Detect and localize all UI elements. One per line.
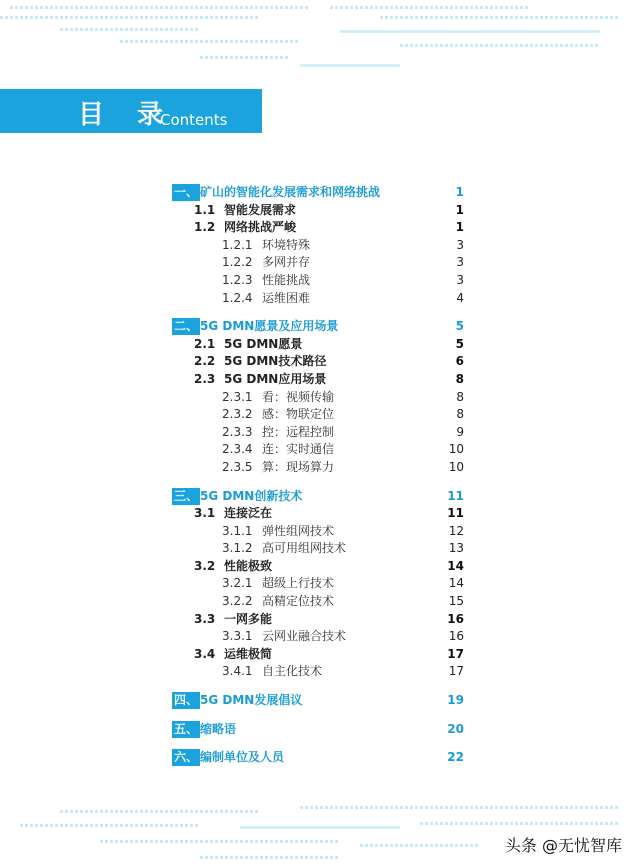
toc-number: 3.1 (194, 506, 216, 521)
toc-number: 3.2.1 (222, 576, 253, 591)
toc-subsection[interactable] (172, 424, 464, 442)
toc-number: 2.3.5 (222, 459, 253, 474)
toc-section[interactable] (172, 611, 464, 629)
toc-number: 五、 (174, 721, 199, 736)
toc-page-number: 19 (447, 693, 464, 708)
toc-title: 5G DMN愿景 (224, 336, 303, 351)
toc-number: 1.2.1 (222, 237, 253, 252)
toc-title: 算：现场算力 (262, 459, 335, 474)
toc-page-number: 1 (455, 220, 464, 235)
toc-subsection[interactable] (172, 441, 464, 459)
toc-section[interactable] (172, 353, 464, 371)
toc-title: 高可用组网技术 (262, 541, 347, 556)
toc-title: 连：实时通信 (262, 442, 335, 457)
toc-subsection[interactable] (172, 663, 464, 681)
toc-title: 5G DMN应用场景 (224, 371, 327, 386)
toc-subsection[interactable] (172, 628, 464, 646)
toc-title: 5G DMN技术路径 (224, 354, 327, 369)
toc-subsection[interactable] (172, 540, 464, 558)
toc-page-number: 8 (456, 389, 464, 404)
toc-number: 2.1 (194, 336, 216, 351)
toc-page-number: 17 (448, 664, 464, 679)
toc-section[interactable] (172, 219, 464, 237)
header-decoration (0, 0, 640, 80)
footer-decoration (0, 796, 640, 868)
toc-spacer (172, 738, 464, 749)
toc-number: 六、 (174, 750, 199, 765)
toc-title: 运维困难 (262, 290, 311, 305)
toc-number: 3.1.2 (222, 541, 253, 556)
toc-subsection[interactable] (172, 389, 464, 407)
toc-number: 1.2 (194, 220, 216, 235)
toc-number: 2.3.3 (222, 424, 253, 439)
toc-section[interactable] (172, 558, 464, 576)
toc-chapter[interactable] (172, 488, 464, 506)
toc-chapter[interactable] (172, 749, 464, 767)
toc-title: 性能挑战 (262, 272, 311, 287)
toc-page-number: 8 (456, 407, 464, 422)
toc-title: 5G DMN发展倡议 (200, 693, 303, 708)
toc-subsection[interactable] (172, 523, 464, 541)
toc-subsection[interactable] (172, 272, 464, 290)
toc-chapter-heading (172, 721, 240, 738)
toc-chapter-heading (172, 488, 306, 505)
toc-number: 3.3.1 (222, 629, 253, 644)
toc-title: 连接泛在 (224, 506, 273, 521)
toc-title: 编制单位及人员 (200, 750, 285, 765)
toc-page-number: 1 (455, 202, 464, 217)
toc-title: 弹性组网技术 (262, 523, 335, 538)
toc-page-number: 1 (455, 185, 464, 199)
toc-chapter-heading (172, 692, 306, 709)
toc-page-number: 3 (456, 237, 464, 252)
toc-page-number: 5 (455, 336, 464, 351)
toc-number: 一、 (174, 185, 199, 199)
toc-number: 二、 (174, 319, 199, 334)
toc-title: 运维极简 (224, 646, 273, 661)
toc-page-number: 15 (448, 594, 464, 609)
toc-subsection[interactable] (172, 593, 464, 611)
toc-number: 3.3 (194, 611, 216, 626)
toc-section[interactable] (172, 202, 464, 220)
toc-number: 四、 (174, 693, 199, 708)
toc-number: 三、 (174, 488, 199, 503)
toc-page-number: 16 (447, 611, 464, 626)
toc-title: 智能发展需求 (224, 202, 297, 217)
toc-number: 3.4 (194, 646, 216, 661)
toc-number: 1.2.3 (222, 272, 253, 287)
toc-chapter[interactable] (172, 318, 464, 336)
toc-subsection[interactable] (172, 237, 464, 255)
toc-title: 环境特殊 (262, 237, 311, 252)
toc-page-number: 14 (448, 576, 464, 591)
toc-page-number: 12 (448, 523, 464, 538)
toc-page-number: 5 (455, 319, 464, 334)
page-subtitle: Contents (160, 111, 228, 129)
toc-spacer (172, 710, 464, 721)
toc-subsection[interactable] (172, 406, 464, 424)
toc-page-number: 17 (447, 646, 464, 661)
toc-section[interactable] (172, 371, 464, 389)
toc-number: 1.1 (194, 202, 216, 217)
toc-subsection[interactable] (172, 254, 464, 272)
toc-title: 云网业融合技术 (262, 629, 347, 644)
toc-number: 1.2.2 (222, 255, 253, 270)
toc-chapter[interactable] (172, 692, 464, 710)
toc-page-number: 9 (456, 424, 464, 439)
toc-title: 网络挑战严峻 (224, 220, 297, 235)
toc-number: 3.1.1 (222, 523, 253, 538)
toc-page-number: 6 (455, 354, 464, 369)
toc-number: 2.3.2 (222, 407, 253, 422)
toc-chapter-heading (172, 749, 288, 766)
toc-number: 2.2 (194, 354, 216, 369)
toc-page-number: 3 (456, 272, 464, 287)
toc-section[interactable] (172, 505, 464, 523)
page-title: 目 录 (78, 100, 176, 130)
toc-page-number: 3 (456, 255, 464, 270)
toc-number: 3.2 (194, 558, 216, 573)
toc-page-number: 10 (448, 459, 464, 474)
toc-subsection[interactable] (172, 575, 464, 593)
toc-subsection[interactable] (172, 459, 464, 477)
watermark: 头条 @无忧智库 (503, 833, 624, 856)
toc-page-number: 11 (447, 506, 464, 521)
toc-page-number: 13 (448, 541, 464, 556)
toc-title: 感：物联定位 (262, 407, 335, 422)
toc-number: 3.2.2 (222, 594, 253, 609)
toc-title: 一网多能 (224, 611, 273, 626)
toc-title: 多网并存 (262, 255, 311, 270)
toc-title: 矿山的智能化发展需求和网络挑战 (200, 185, 381, 199)
toc-chapter[interactable] (172, 184, 464, 202)
toc-section[interactable] (172, 336, 464, 354)
toc-page-number: 22 (447, 750, 464, 765)
toc-title: 5G DMN愿景及应用场景 (200, 319, 339, 334)
toc-title: 5G DMN创新技术 (200, 488, 303, 503)
toc-number: 3.4.1 (222, 664, 253, 679)
toc-chapter-heading (172, 318, 342, 335)
toc-spacer (172, 307, 464, 318)
toc-page-number: 4 (456, 290, 464, 305)
toc-title: 看：视频传输 (262, 389, 335, 404)
toc-title: 自主化技术 (262, 664, 323, 679)
toc-title: 缩略语 (200, 721, 237, 736)
toc-page-number: 14 (447, 558, 464, 573)
toc-title: 控：远程控制 (262, 424, 335, 439)
toc-number: 1.2.4 (222, 290, 253, 305)
toc-page-number: 8 (455, 371, 464, 386)
toc-subsection[interactable] (172, 290, 464, 308)
toc-page-number: 10 (448, 442, 464, 457)
toc-section[interactable] (172, 646, 464, 664)
toc-page-number: 20 (447, 721, 464, 736)
toc-number: 2.3.1 (222, 389, 253, 404)
toc-page-number: 16 (448, 629, 464, 644)
toc-spacer (172, 477, 464, 488)
toc-number: 2.3 (194, 371, 216, 386)
toc-title: 高精定位技术 (262, 594, 335, 609)
toc-chapter[interactable] (172, 721, 464, 739)
toc-spacer (172, 681, 464, 692)
toc-number: 2.3.4 (222, 442, 253, 457)
toc-title: 性能极致 (224, 558, 273, 573)
toc-chapter-heading (172, 184, 384, 201)
toc-title: 超级上行技术 (262, 576, 335, 591)
table-of-contents (172, 184, 464, 767)
toc-page-number: 11 (447, 488, 464, 503)
